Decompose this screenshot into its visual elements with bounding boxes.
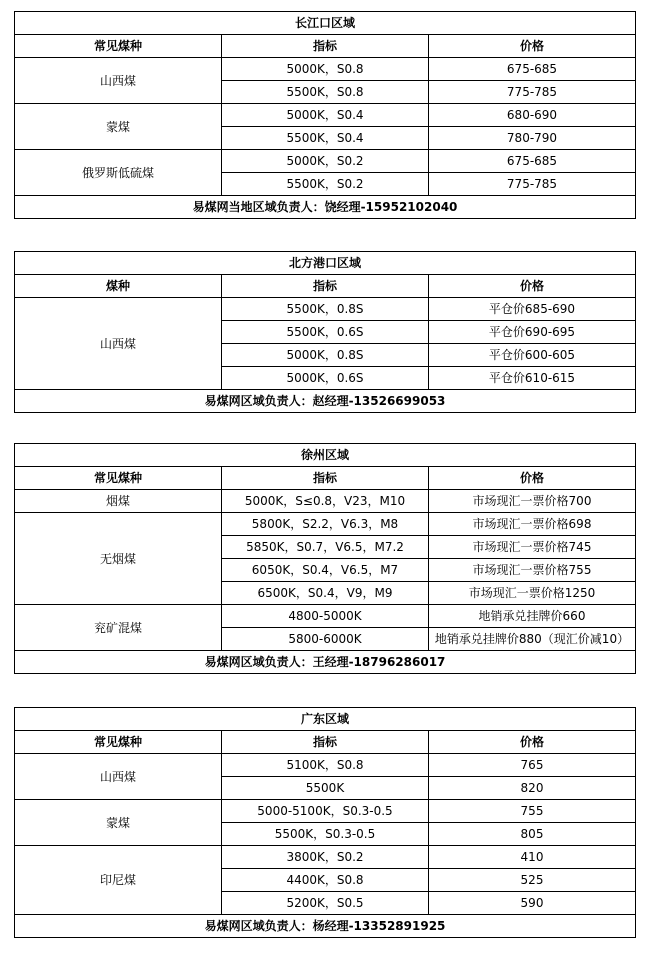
- column-header: 价格: [429, 275, 636, 298]
- column-header: 指标: [222, 467, 429, 490]
- coal-type-cell: 蒙煤: [15, 800, 222, 846]
- title-row: [15, 708, 636, 731]
- column-header: 价格: [429, 467, 636, 490]
- header-row: [15, 35, 636, 58]
- region-table: [14, 707, 636, 938]
- coal-type-cell: 山西煤: [15, 58, 222, 104]
- table-row: [15, 58, 636, 81]
- region-title: 广东区域: [15, 708, 636, 731]
- coal-type-cell: 山西煤: [15, 754, 222, 800]
- contact-footer: 易煤网当地区域负责人：饶经理-15952102040: [15, 196, 636, 219]
- spec-cell: 6050K，S0.4，V6.5，M7: [222, 559, 429, 582]
- spec-cell: 5000-5100K，S0.3-0.5: [222, 800, 429, 823]
- column-header: 常见煤种: [15, 35, 222, 58]
- column-header: 指标: [222, 731, 429, 754]
- spec-cell: 5000K，S≤0.8，V23，M10: [222, 490, 429, 513]
- coal-type-cell: 印尼煤: [15, 846, 222, 915]
- column-header: 常见煤种: [15, 731, 222, 754]
- price-cell: 525: [429, 869, 636, 892]
- coal-type-cell: 烟煤: [15, 490, 222, 513]
- title-row: [15, 12, 636, 35]
- price-cell: 市场现汇一票价格700: [429, 490, 636, 513]
- coal-type-cell: 山西煤: [15, 298, 222, 390]
- price-cell: 755: [429, 800, 636, 823]
- price-cell: 675-685: [429, 150, 636, 173]
- region-title: 长江口区域: [15, 12, 636, 35]
- table-row: [15, 104, 636, 127]
- spec-cell: 5500K，0.8S: [222, 298, 429, 321]
- price-cell: 780-790: [429, 127, 636, 150]
- column-header: 煤种: [15, 275, 222, 298]
- spec-cell: 5500K，S0.4: [222, 127, 429, 150]
- region-table: [14, 251, 636, 413]
- spec-cell: 4800-5000K: [222, 605, 429, 628]
- spec-cell: 3800K，S0.2: [222, 846, 429, 869]
- spec-cell: 5800K，S2.2，V6.3，M8: [222, 513, 429, 536]
- price-cell: 市场现汇一票价格755: [429, 559, 636, 582]
- spec-cell: 5800-6000K: [222, 628, 429, 651]
- spec-cell: 5500K，S0.3-0.5: [222, 823, 429, 846]
- contact-footer: 易煤网区域负责人：王经理-18796286017: [15, 651, 636, 674]
- price-cell: 765: [429, 754, 636, 777]
- table-row: [15, 605, 636, 628]
- price-cell: 775-785: [429, 81, 636, 104]
- price-cell: 680-690: [429, 104, 636, 127]
- spec-cell: 5500K，S0.8: [222, 81, 429, 104]
- table-row: [15, 490, 636, 513]
- table-row: [15, 150, 636, 173]
- spec-cell: 5000K，0.6S: [222, 367, 429, 390]
- spec-cell: 5100K，S0.8: [222, 754, 429, 777]
- region-title: 徐州区域: [15, 444, 636, 467]
- price-cell: 地销承兑挂牌价880（现汇价减10）: [429, 628, 636, 651]
- footer-row: [15, 915, 636, 938]
- coal-type-cell: 俄罗斯低硫煤: [15, 150, 222, 196]
- price-cell: 775-785: [429, 173, 636, 196]
- spec-cell: 5850K，S0.7，V6.5，M7.2: [222, 536, 429, 559]
- region-table: [14, 443, 636, 674]
- spec-cell: 6500K，S0.4，V9，M9: [222, 582, 429, 605]
- contact-footer: 易煤网区域负责人：赵经理-13526699053: [15, 390, 636, 413]
- column-header: 常见煤种: [15, 467, 222, 490]
- column-header: 价格: [429, 35, 636, 58]
- spec-cell: 5500K，S0.2: [222, 173, 429, 196]
- footer-row: [15, 651, 636, 674]
- spec-cell: 5000K，S0.4: [222, 104, 429, 127]
- coal-type-cell: 蒙煤: [15, 104, 222, 150]
- header-row: [15, 467, 636, 490]
- price-cell: 平仓价600-605: [429, 344, 636, 367]
- region-title: 北方港口区域: [15, 252, 636, 275]
- spec-cell: 5000K，S0.8: [222, 58, 429, 81]
- spec-cell: 4400K，S0.8: [222, 869, 429, 892]
- column-header: 价格: [429, 731, 636, 754]
- price-cell: 675-685: [429, 58, 636, 81]
- coal-type-cell: 无烟煤: [15, 513, 222, 605]
- table-row: [15, 513, 636, 536]
- spec-cell: 5500K: [222, 777, 429, 800]
- price-cell: 平仓价690-695: [429, 321, 636, 344]
- price-cell: 市场现汇一票价格698: [429, 513, 636, 536]
- header-row: [15, 731, 636, 754]
- price-cell: 805: [429, 823, 636, 846]
- price-cell: 平仓价610-615: [429, 367, 636, 390]
- table-row: [15, 846, 636, 869]
- price-cell: 平仓价685-690: [429, 298, 636, 321]
- table-row: [15, 754, 636, 777]
- column-header: 指标: [222, 275, 429, 298]
- price-cell: 市场现汇一票价格1250: [429, 582, 636, 605]
- table-row: [15, 298, 636, 321]
- price-cell: 820: [429, 777, 636, 800]
- region-table: [14, 11, 636, 219]
- table-row: [15, 800, 636, 823]
- spec-cell: 5000K，0.8S: [222, 344, 429, 367]
- price-cell: 590: [429, 892, 636, 915]
- spec-cell: 5200K，S0.5: [222, 892, 429, 915]
- spec-cell: 5000K，S0.2: [222, 150, 429, 173]
- title-row: [15, 252, 636, 275]
- contact-footer: 易煤网区域负责人：杨经理-13352891925: [15, 915, 636, 938]
- spec-cell: 5500K，0.6S: [222, 321, 429, 344]
- header-row: [15, 275, 636, 298]
- coal-type-cell: 兖矿混煤: [15, 605, 222, 651]
- price-cell: 地销承兑挂牌价660: [429, 605, 636, 628]
- column-header: 指标: [222, 35, 429, 58]
- price-cell: 410: [429, 846, 636, 869]
- footer-row: [15, 390, 636, 413]
- price-cell: 市场现汇一票价格745: [429, 536, 636, 559]
- title-row: [15, 444, 636, 467]
- footer-row: [15, 196, 636, 219]
